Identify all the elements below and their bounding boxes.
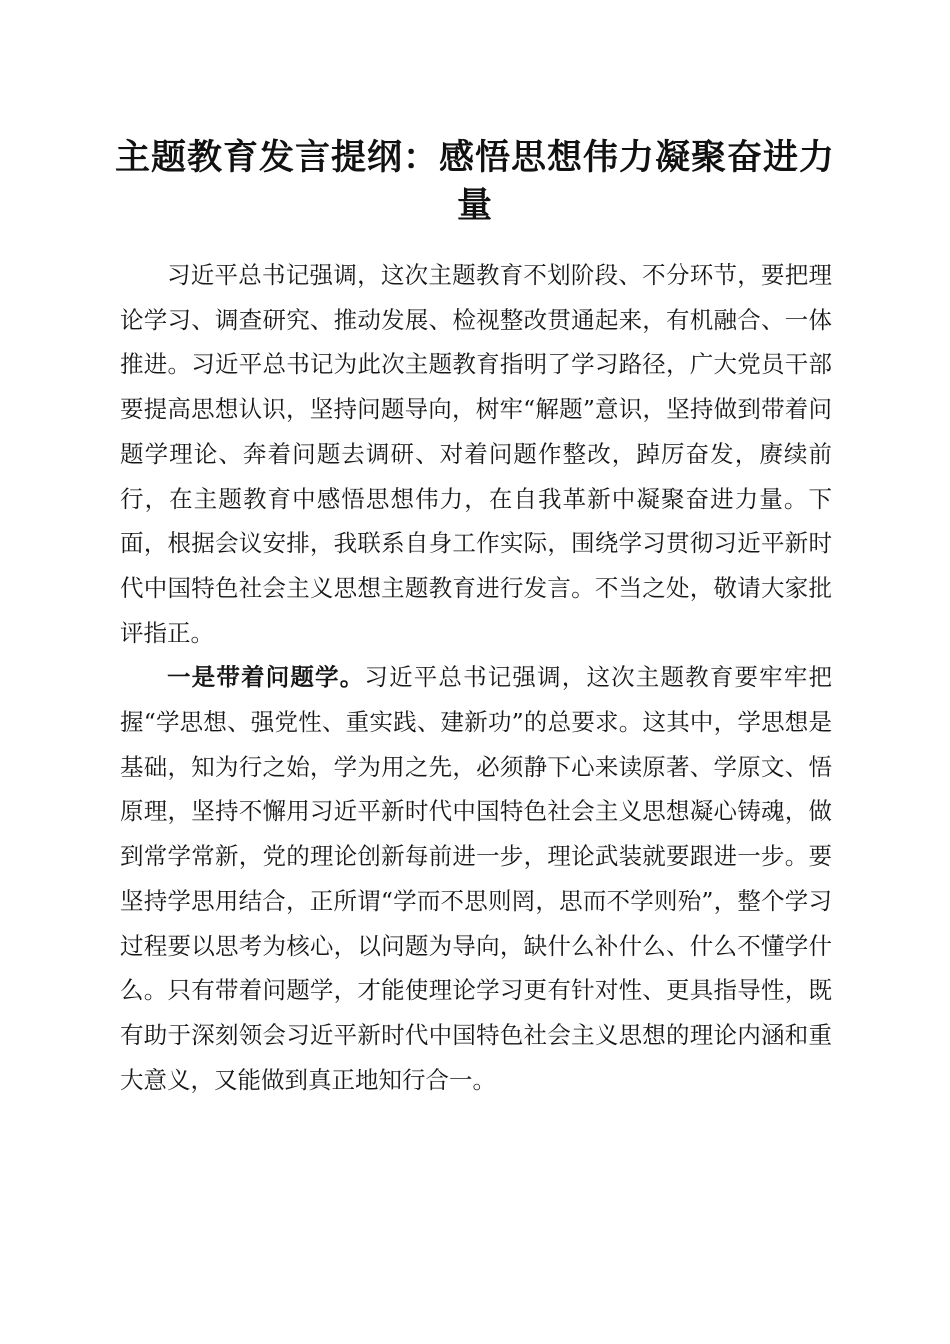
paragraph-text: 习近平总书记强调，这次主题教育要牢牢把握“学思想、强党性、重实践、建新功”的总要求。这其中，学思想是基础，知为行之始，学为用之先，必须静下心来读原著、学原文、悟原理，坚持不懈用习近平新时代中国特色社会主义思想凝心铸魂，做到常学常新，党的理论创新每前进一步，理论武装就要跟进一步。要坚持学思用结合，正所谓“学而不思则罔，思而不学则殆”，整个学习过程要以思考为核心，以问题为导向，缺什么补什么、什么不懂学什么。只有带着问题学，才能使理论学习更有针对性、更具指导性，既有助于深刻领会习近平新时代中国特色社会主义思想的理论内涵和重大意义，又能做到真正地知行合一。 — [120, 663, 833, 1094]
document-title: 主题教育发言提纲：感悟思想伟力凝聚奋进力量 — [114, 137, 835, 226]
document-body — [120, 253, 832, 1102]
paragraph-text: 习近平总书记强调，这次主题教育不划阶段、不分环节，要把理论学习、调查研究、推动发展、检视整改贯通起来，有机融合、一体推进。习近平总书记为此次主题教育指明了学习路径，广大党员干部要提高思想认识，坚持问题导向，树牢“解题”意识，坚持做到带着问题学理论、奔着问题去调研、对着问题作整改，踔厉奋发，赓续前行，在主题教育中感悟思想伟力，在自我革新中凝聚奋进力量。下面，根据会议安排，我联系自身工作实际，围绕学习贯彻习近平新时代中国特色社会主义思想主题教育进行发言。不当之处，敬请大家批评指正。 — [120, 261, 832, 647]
point-one-paragraph — [120, 655, 832, 1102]
paragraph-lead: 一是带着问题学。 — [167, 663, 365, 692]
intro-paragraph — [120, 253, 832, 655]
